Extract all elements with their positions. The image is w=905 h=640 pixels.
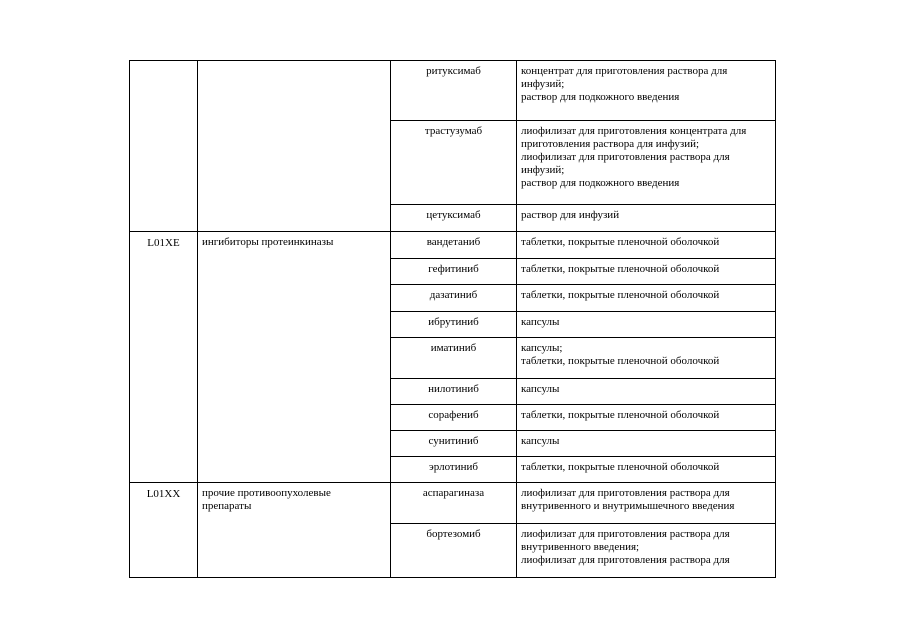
atc-code-cell: L01XE [130, 232, 198, 483]
drug-name-cell: трастузумаб [391, 121, 517, 205]
dosage-form-line: лиофилизат для приготовления раствора для [521, 554, 730, 566]
dosage-form-line: капсулы [521, 435, 560, 447]
dosage-form-line: лиофилизат для приготовления раствора для внутривенного и внутримышечного введения [521, 487, 735, 512]
drug-table [129, 60, 776, 578]
group-name-cell: ингибиторы протеинкиназы [198, 232, 391, 483]
dosage-form-cell [517, 457, 776, 483]
drug-name-cell: гефитиниб [391, 259, 517, 285]
dosage-form-line: концентрат для приготовления раствора для инфузий; [521, 65, 728, 90]
dosage-form-line: раствор для инфузий [521, 209, 620, 221]
dosage-form-line: таблетки, покрытые пленочной оболочкой [521, 289, 720, 301]
dosage-form-line: таблетки, покрытые пленочной оболочкой [521, 236, 720, 248]
drug-name-cell: сунитиниб [391, 431, 517, 457]
dosage-form-cell [517, 312, 776, 338]
dosage-form-cell [517, 524, 776, 578]
dosage-form-cell [517, 483, 776, 524]
dosage-form-line: таблетки, покрытые пленочной оболочкой [521, 409, 720, 421]
table-row [130, 61, 776, 121]
dosage-form-cell [517, 338, 776, 379]
dosage-form-line: таблетки, покрытые пленочной оболочкой [521, 263, 720, 275]
dosage-form-line: лиофилизат для приготовления концентрата для приготовления раствора для инфузий; [521, 125, 747, 150]
drug-name-cell: сорафениб [391, 405, 517, 431]
dosage-form-cell [517, 405, 776, 431]
dosage-form-cell [517, 232, 776, 259]
drug-name-cell: аспарагиназа [391, 483, 517, 524]
drug-name-cell: эрлотиниб [391, 457, 517, 483]
drug-name-cell: вандетаниб [391, 232, 517, 259]
atc-code-cell [130, 61, 198, 232]
dosage-form-cell [517, 61, 776, 121]
dosage-form-line: раствор для подкожного введения [521, 91, 680, 103]
dosage-form-line: таблетки, покрытые пленочной оболочкой [521, 355, 720, 367]
drug-name-cell: дазатиниб [391, 285, 517, 312]
dosage-form-line: капсулы [521, 383, 560, 395]
dosage-form-line: лиофилизат для приготовления раствора для внутривенного введения; [521, 528, 730, 553]
drug-name-cell: ибрутиниб [391, 312, 517, 338]
group-name-text: прочие противоопухолевые препараты [202, 487, 331, 512]
atc-code-cell: L01XX [130, 483, 198, 578]
dosage-form-line: таблетки, покрытые пленочной оболочкой [521, 461, 720, 473]
table-row [130, 483, 776, 524]
dosage-form-line: раствор для подкожного введения [521, 177, 680, 189]
drug-name-cell: иматиниб [391, 338, 517, 379]
dosage-form-line: капсулы [521, 316, 560, 328]
drug-name-cell: цетуксимаб [391, 205, 517, 232]
table-row [130, 232, 776, 259]
group-name-cell [198, 483, 391, 578]
dosage-form-cell [517, 285, 776, 312]
dosage-form-cell [517, 379, 776, 405]
group-name-cell [198, 61, 391, 232]
drug-name-cell: ритуксимаб [391, 61, 517, 121]
dosage-form-line: капсулы; [521, 342, 563, 354]
dosage-form-cell [517, 259, 776, 285]
dosage-form-cell [517, 121, 776, 205]
drug-name-cell: нилотиниб [391, 379, 517, 405]
dosage-form-cell [517, 431, 776, 457]
dosage-form-cell [517, 205, 776, 232]
dosage-form-line: лиофилизат для приготовления раствора для инфузий; [521, 151, 730, 176]
drug-name-cell: бортезомиб [391, 524, 517, 578]
